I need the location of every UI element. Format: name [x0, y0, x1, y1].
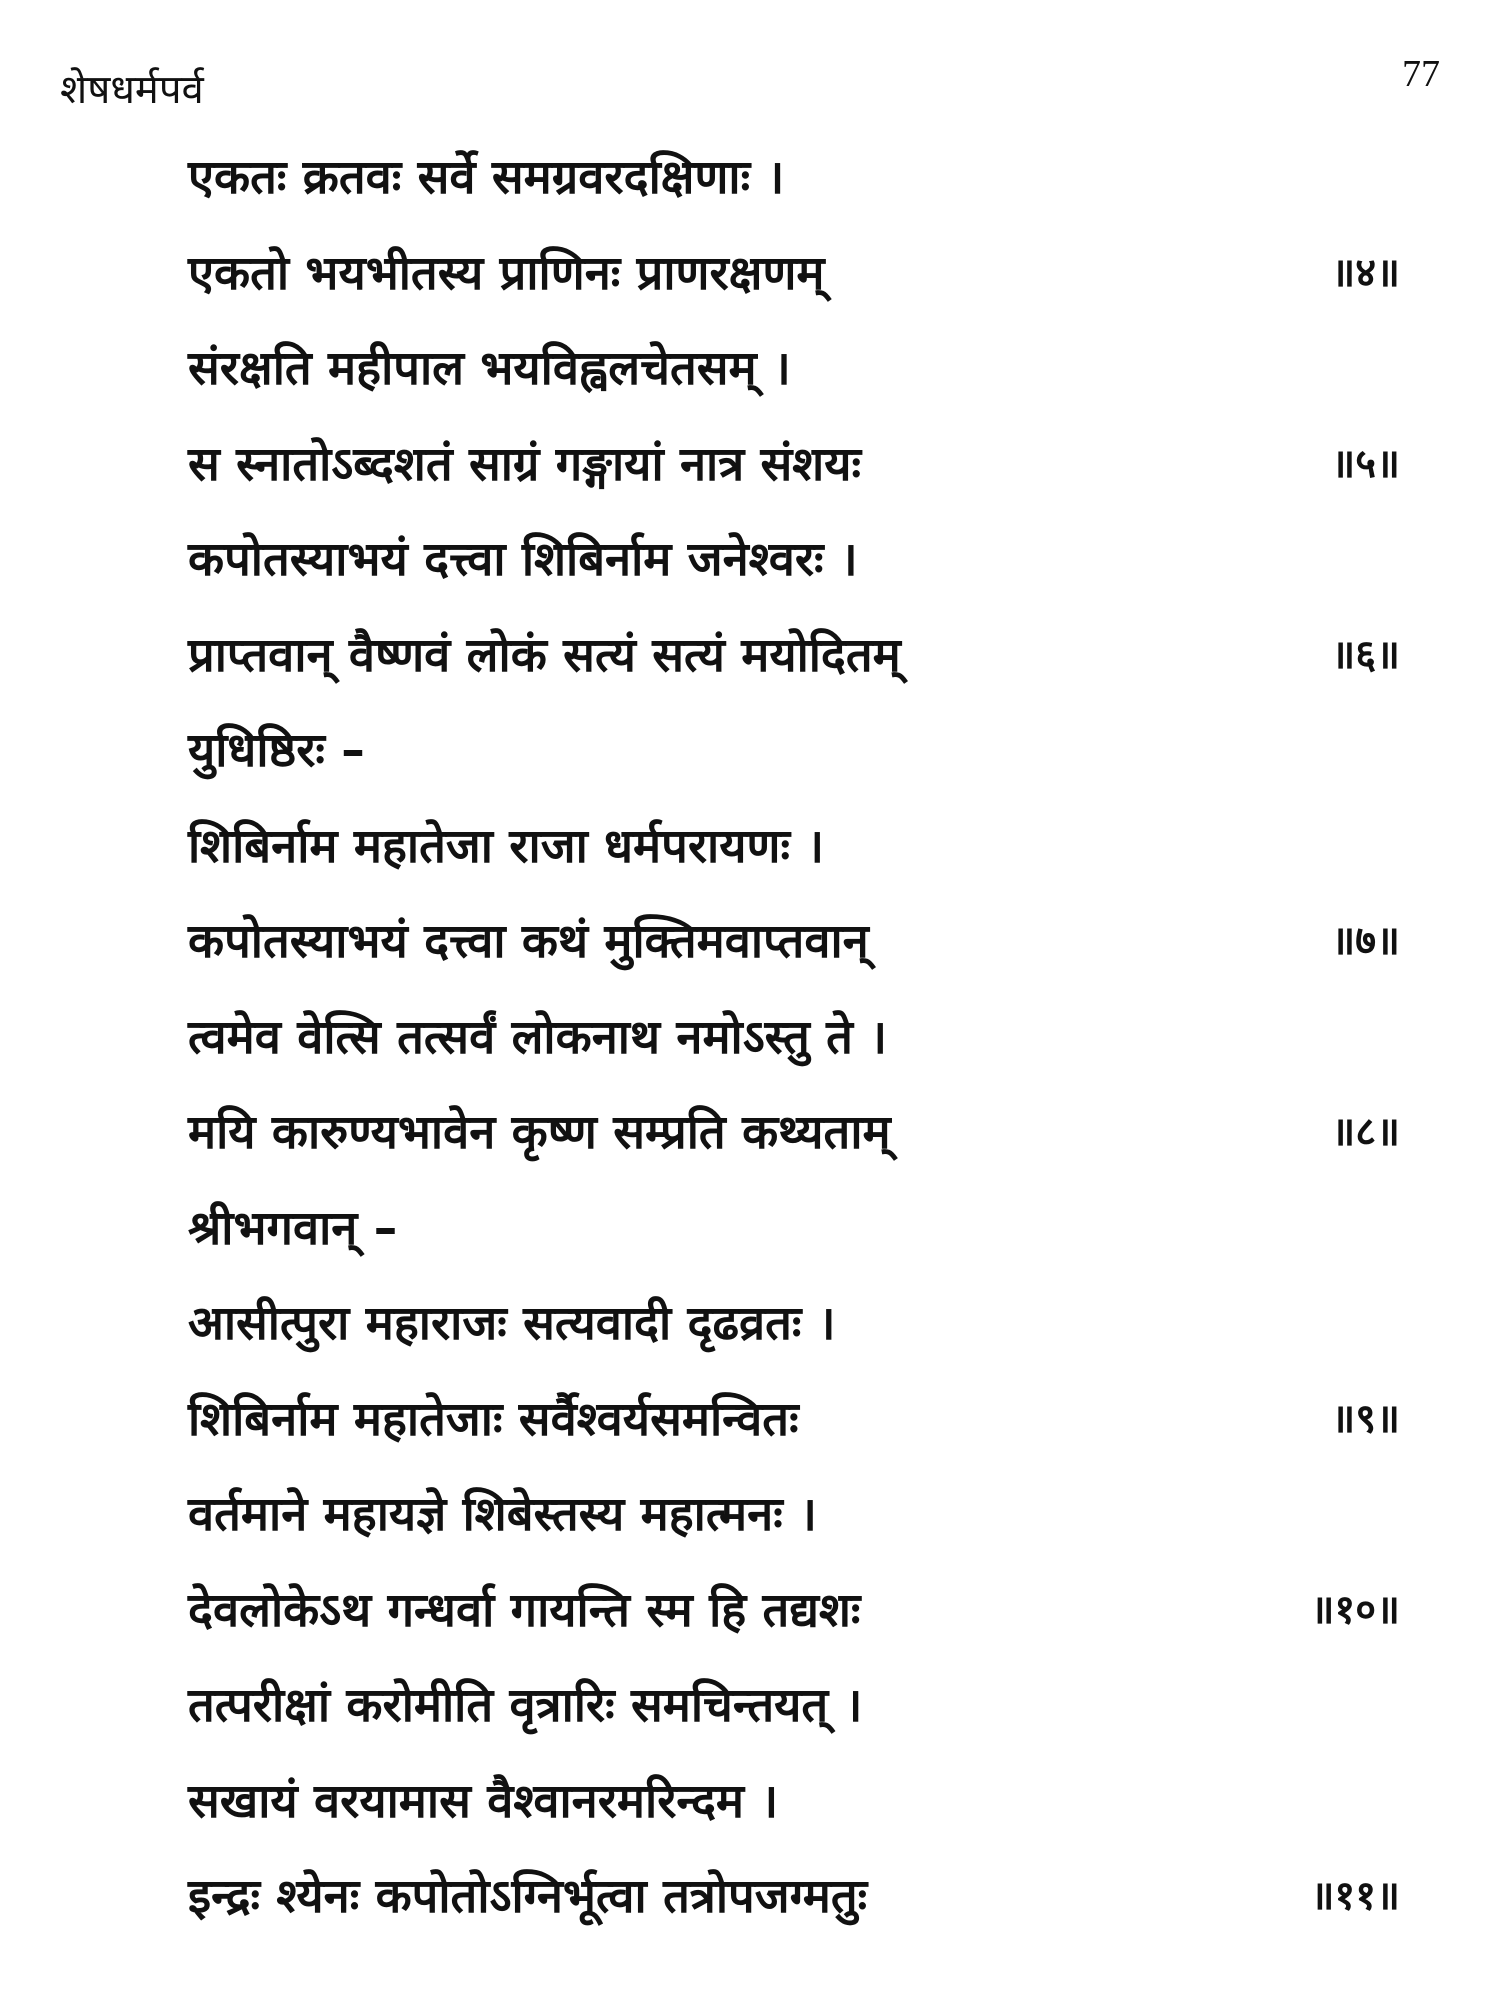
line-text: आसीत्पुरा महाराजः सत्यवादी दृढव्रतः ।: [188, 1296, 836, 1351]
verse-body: [188, 130, 1400, 1945]
line-text: इन्द्रः श्येनः कपोतोऽग्निर्भूत्वा तत्रोपजग्मतुः: [188, 1869, 868, 1924]
speaker-line: [188, 1181, 1400, 1277]
verse-number: ॥११॥: [1310, 1873, 1400, 1919]
verse-line: [188, 799, 1400, 895]
verse-line: [188, 321, 1400, 417]
line-text: मयि कारुण्यभावेन कृष्ण सम्प्रति कथ्यताम्: [188, 1105, 891, 1160]
line-text: त्वमेव वेत्सि तत्सर्वं लोकनाथ नमोऽस्तु ते ।: [188, 1009, 888, 1065]
line-text: एकतो भयभीतस्य प्राणिनः प्राणरक्षणम्: [188, 245, 825, 301]
line-text: शिबिर्नाम महातेजा राजा धर्मपरायणः ।: [188, 818, 825, 874]
verse-line: [188, 990, 1400, 1086]
verse-line: [188, 130, 1400, 226]
verse-line: [188, 1563, 1400, 1659]
verse-number: ॥५॥: [1331, 440, 1400, 487]
line-text: शिबिर्नाम महातेजाः सर्वैश्वर्यसमन्वितः: [188, 1391, 799, 1447]
verse-line: [188, 1754, 1400, 1850]
speaker-label: श्रीभगवान् –: [188, 1200, 398, 1256]
verse-number: ॥८॥: [1331, 1109, 1400, 1155]
verse-number: ॥६॥: [1331, 631, 1400, 678]
verse-number: ॥७॥: [1331, 918, 1400, 964]
verse-number: ॥४॥: [1331, 249, 1400, 296]
running-title: शेषधर्मपर्व: [60, 67, 204, 113]
line-text: एकतः क्रतवः सर्वे समग्रवरदक्षिणाः ।: [188, 150, 785, 205]
page-number: 77: [1402, 53, 1440, 95]
verse-line: [188, 1467, 1400, 1563]
verse-line: [188, 417, 1400, 513]
speaker-line: [188, 703, 1400, 799]
verse-line: [188, 512, 1400, 608]
line-text: देवलोकेऽथ गन्धर्वा गायन्ति स्म हि तद्यशः: [188, 1582, 861, 1638]
line-text: कपोतस्याभयं दत्त्वा कथं मुक्तिमवाप्तवान्: [188, 914, 869, 969]
line-text: सखायं वरयामास वैश्वानरमरिन्दम ।: [188, 1773, 779, 1829]
verse-line: [188, 1658, 1400, 1754]
verse-line: [188, 894, 1400, 990]
verse-line: [188, 1849, 1400, 1945]
line-text: तत्परीक्षां करोमीति वृत्रारिः समचिन्तयत् ।: [188, 1678, 863, 1733]
verse-line: [188, 226, 1400, 322]
verse-number: ॥१०॥: [1310, 1586, 1400, 1633]
verse-number: ॥९॥: [1331, 1395, 1400, 1442]
speaker-label: युधिष्ठिरः –: [188, 723, 365, 778]
line-text: वर्तमाने महायज्ञे शिबेस्तस्य महात्मनः ।: [188, 1487, 817, 1542]
line-text: प्राप्तवान् वैष्णवं लोकं सत्यं सत्यं मयोदितम्: [188, 627, 901, 683]
line-text: स स्नातोऽब्दशतं साग्रं गङ्गायां नात्र संशयः: [188, 436, 862, 492]
verse-line: [188, 1372, 1400, 1468]
line-text: संरक्षति महीपाल भयविह्वलचेतसम् ।: [188, 341, 791, 396]
verse-line: [188, 1276, 1400, 1372]
verse-line: [188, 1085, 1400, 1181]
verse-line: [188, 608, 1400, 704]
page-header: [60, 52, 1440, 112]
line-text: कपोतस्याभयं दत्त्वा शिबिर्नाम जनेश्वरः ।: [188, 532, 858, 587]
